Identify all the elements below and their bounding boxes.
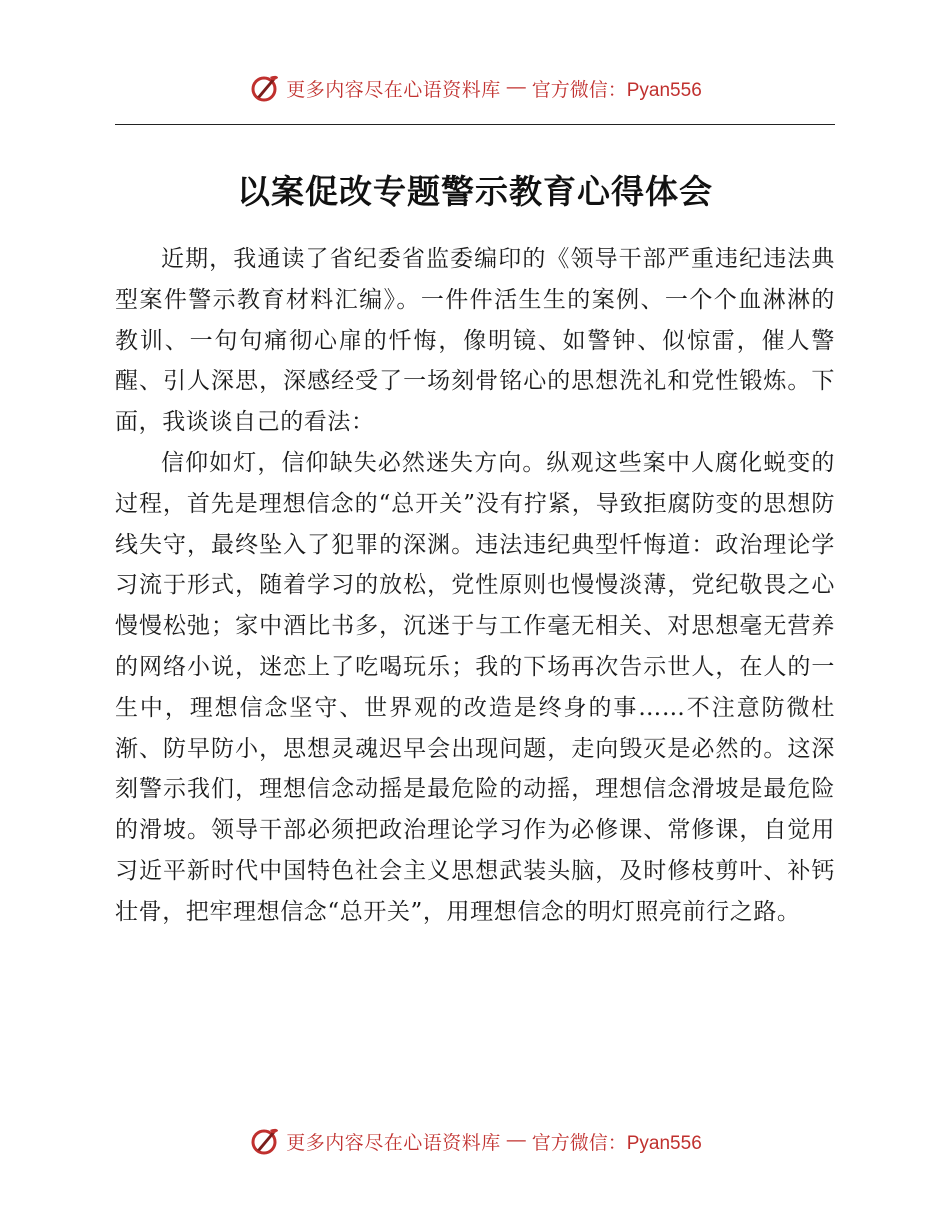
- quill-logo-icon: [248, 1125, 280, 1157]
- paragraph-intro: 近期，我通读了省纪委省监委编印的《领导干部严重违纪违法典型案件警示教育材料汇编》。一件件活生生的案例、一个个血淋淋的教训、一句句痛彻心扉的忏悔，像明镜、如警钟、似惊雷，催人警醒、引人深思，深感经受了一场刻骨铭心的思想洗礼和党性锻炼。下面，我谈谈自己的看法：: [115, 246, 835, 436]
- banner-library-text: 更多内容尽在心语资料库: [286, 1131, 501, 1154]
- banner-wechat-text: 官方微信：Pyan556: [531, 79, 702, 101]
- banner-dash: —: [506, 77, 526, 98]
- header-divider: [115, 124, 835, 125]
- banner-wechat-text: 官方微信：Pyan556: [531, 1132, 702, 1154]
- header-banner: [0, 70, 950, 106]
- footer-banner: [0, 1123, 950, 1159]
- banner-library-text: 更多内容尽在心语资料库: [286, 78, 501, 101]
- document-title: 以案促改专题警示教育心得体会: [237, 172, 713, 211]
- document-body: [115, 239, 835, 933]
- paragraph-faith: 信仰如灯，信仰缺失必然迷失方向。纵观这些案中人腐化蜕变的过程，首先是理想信念的“总开关”没有拧紧，导致拒腐防变的思想防线失守，最终坠入了犯罪的深渊。违法违纪典型忏悔道：政治理论学习流于形式，随着学习的放松，党性原则也慢慢淡薄，党纪敬畏之心慢慢松弛；家中酒比书多，沉迷于与工作毫无相关、对思想毫无营养的网络小说，迷恋上了吃喝玩乐；我的下场再次告示世人，在人的一生中，理想信念坚守、世界观的改造是终身的事……不注意防微杜渐、防早防小，思想灵魂迟早会出现问题，走向毁灭是必然的。这深刻警示我们，理想信念动摇是最危险的动摇，理想信念滑坡是最危险的滑坡。领导干部必须把政治理论学习作为必修课、常修课，自觉用习近平新时代中国特色社会主义思想武装头脑，及时修枝剪叶、补钙壮骨，把牢理想信念“总开关”，用理想信念的明灯照亮前行之路。: [115, 449, 835, 925]
- quill-logo-icon: [248, 72, 280, 104]
- banner-dash: —: [506, 1130, 526, 1151]
